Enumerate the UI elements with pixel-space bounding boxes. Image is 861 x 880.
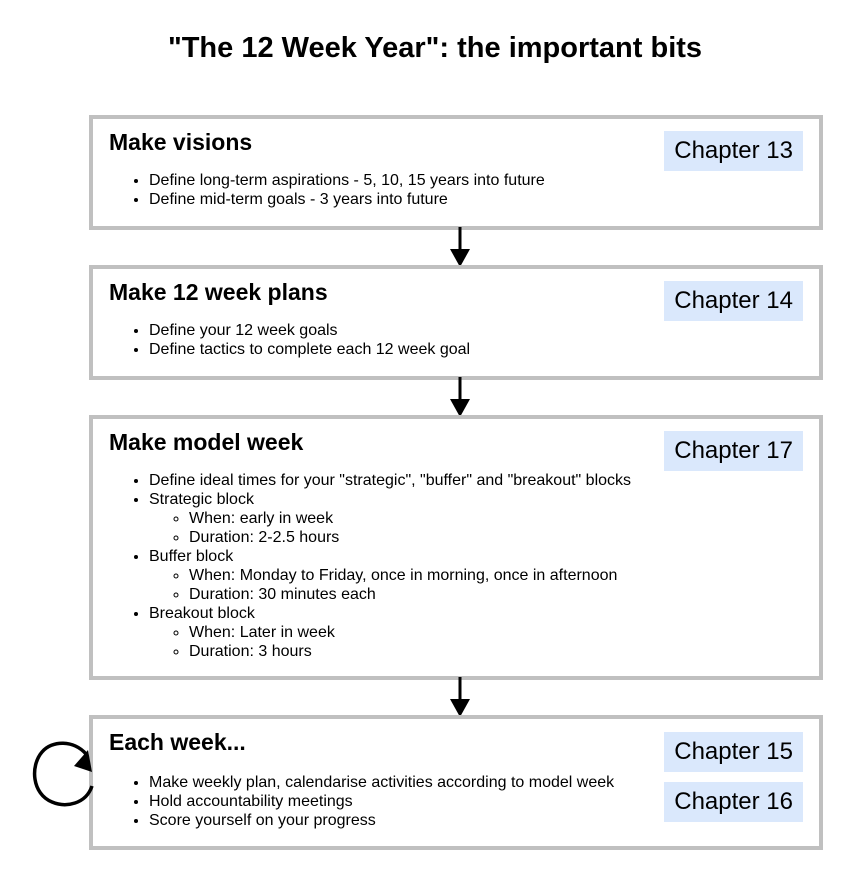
chapter-refs xyxy=(664,131,803,181)
step-heading: Make model week xyxy=(109,429,304,455)
chapter-refs xyxy=(664,281,803,331)
list-item: • Define your 12 week goals xyxy=(149,321,470,340)
chapter-badge: Chapter 16 xyxy=(664,782,803,822)
sub-list-item: ◦ When: Monday to Friday, once in morning, once in afternoon xyxy=(189,566,631,585)
step-heading: Make visions xyxy=(109,129,253,155)
step-heading: Make 12 week plans xyxy=(109,279,328,305)
chapter-badge: Chapter 15 xyxy=(664,732,803,772)
chapter-badge: Chapter 13 xyxy=(664,131,803,171)
step-items xyxy=(109,773,614,830)
sub-list-item: ◦ When: early in week xyxy=(189,509,631,528)
step-items xyxy=(109,171,545,209)
down-arrow-icon xyxy=(449,227,471,267)
chapter-badge: Chapter 14 xyxy=(664,281,803,321)
sub-list-item: ◦ Duration: 30 minutes each xyxy=(189,585,631,604)
list-item-label: Strategic block xyxy=(149,491,254,508)
list-item: • Define mid-term goals - 3 years into future xyxy=(149,190,545,209)
chapter-refs xyxy=(664,431,803,481)
sub-list-item: ◦ Duration: 3 hours xyxy=(189,642,631,661)
sub-list-item: ◦ When: Later in week xyxy=(189,623,631,642)
repeat-loop-icon xyxy=(26,736,98,810)
step-make-model-week xyxy=(89,415,823,680)
step-make-visions xyxy=(89,115,823,230)
step-make-12-week-plans xyxy=(89,265,823,380)
step-items xyxy=(109,471,631,661)
step-heading: Each week... xyxy=(109,729,246,755)
list-item: • Define long-term aspirations - 5, 10, 15 years into future xyxy=(149,171,545,190)
list-item: • Define tactics to complete each 12 week goal xyxy=(149,340,470,359)
list-item xyxy=(149,547,631,604)
sub-list xyxy=(149,509,631,547)
sub-list xyxy=(149,623,631,661)
list-item xyxy=(149,490,631,547)
down-arrow-icon xyxy=(449,377,471,417)
chapter-refs xyxy=(664,732,803,832)
list-item: • Define ideal times for your "strategic", "buffer" and "breakout" blocks xyxy=(149,471,631,490)
step-each-week xyxy=(89,715,823,850)
list-item-label: Buffer block xyxy=(149,548,234,565)
list-item-label: Breakout block xyxy=(149,605,255,622)
list-item xyxy=(149,604,631,661)
chapter-badge: Chapter 17 xyxy=(664,431,803,471)
step-items xyxy=(109,321,470,359)
list-item: • Hold accountability meetings xyxy=(149,792,614,811)
list-item: • Make weekly plan, calendarise activities according to model week xyxy=(149,773,614,792)
sub-list-item: ◦ Duration: 2-2.5 hours xyxy=(189,528,631,547)
down-arrow-icon xyxy=(449,677,471,717)
list-item: • Score yourself on your progress xyxy=(149,811,614,830)
diagram-title: "The 12 Week Year": the important bits xyxy=(167,32,703,64)
sub-list xyxy=(149,566,631,604)
